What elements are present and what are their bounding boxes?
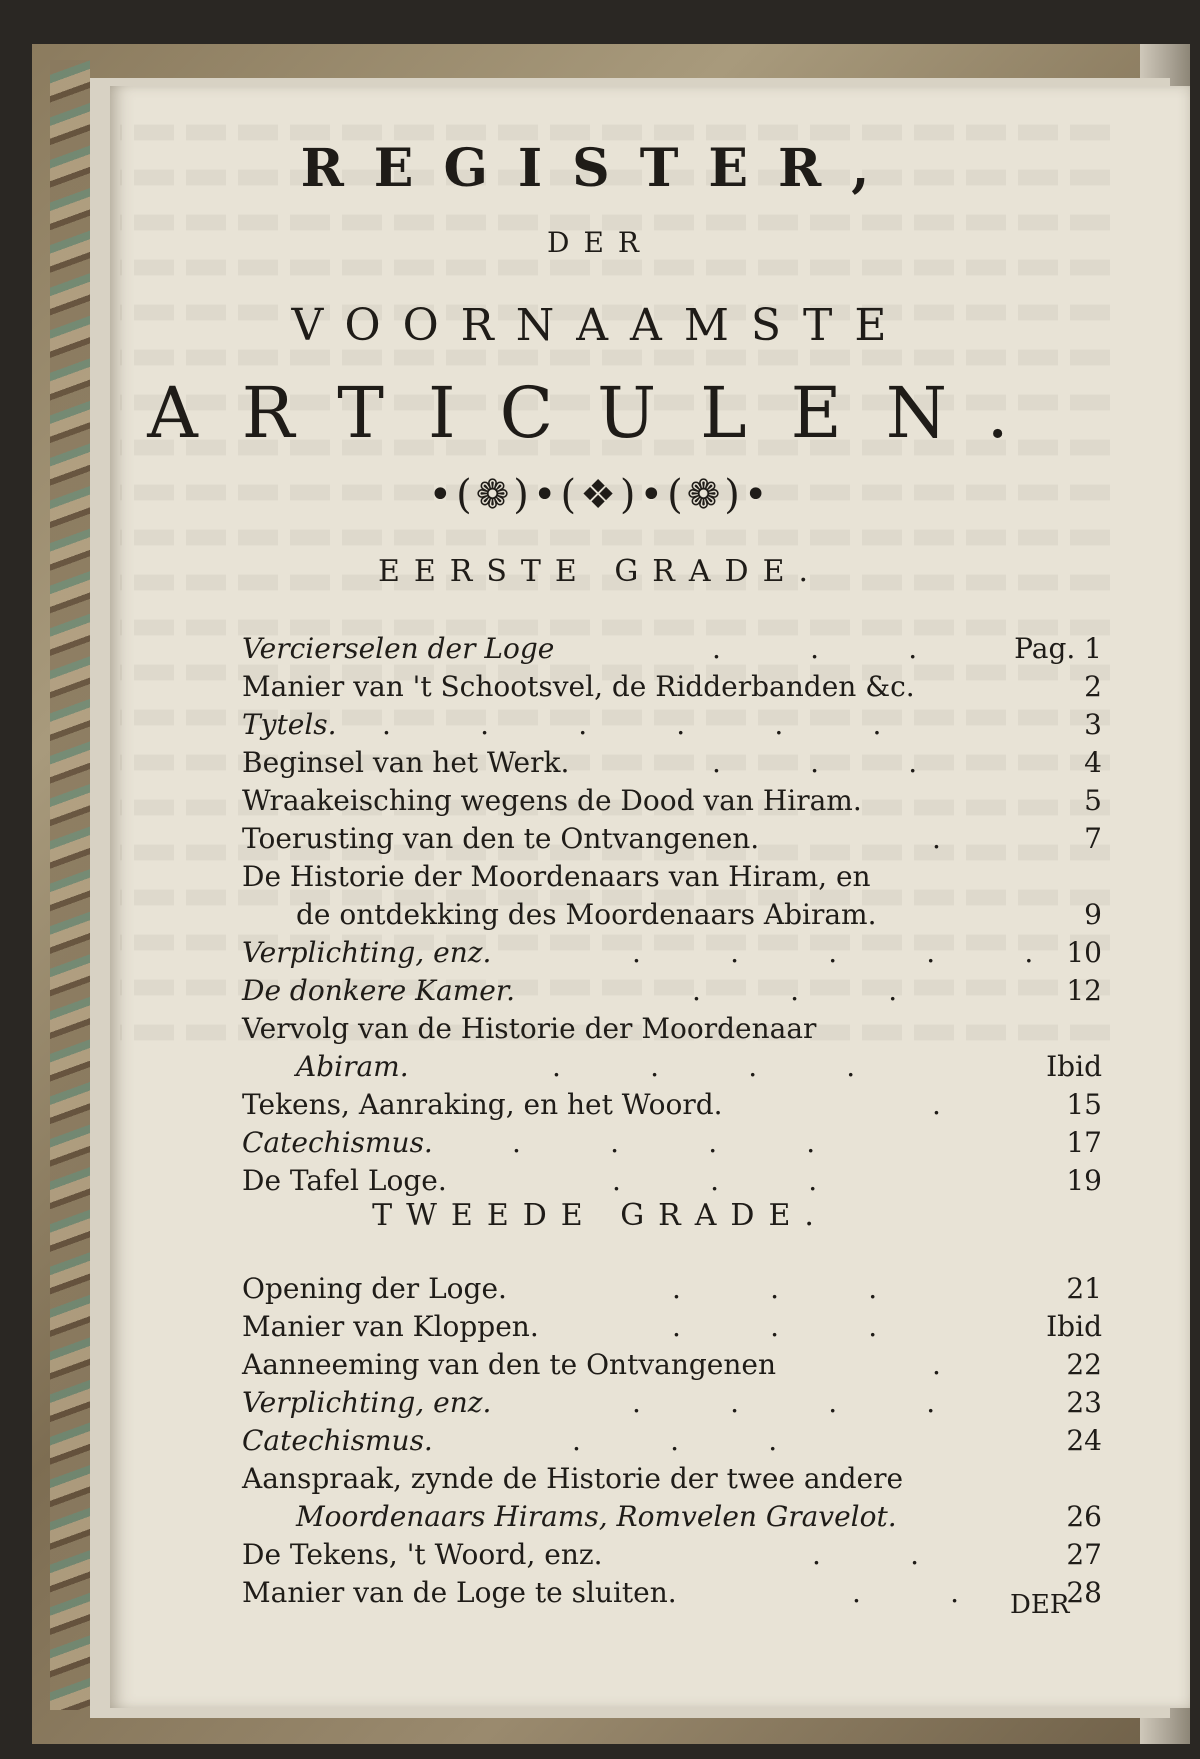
dot-leader: . . . — [612, 1164, 820, 1197]
page-number: 4 — [1084, 746, 1102, 779]
entry-title: Vervolg van de Historie der Moordenaar — [242, 1012, 817, 1045]
entry-title: Verplichting, enz. — [242, 936, 492, 969]
toc-entry — [242, 1048, 1102, 1086]
entry-title: Aanspraak, zynde de Historie der twee andere — [242, 1462, 904, 1495]
entry-title: De donkere Kamer. — [242, 974, 516, 1007]
page-number: 19 — [1066, 1164, 1102, 1197]
entry-title: Aanneeming van den te Ontvangenen — [242, 1348, 776, 1381]
ornament-divider: •(❁)•(❖)•(❁)• — [428, 472, 772, 518]
entry-title: Beginsel van het Werk. — [242, 746, 570, 779]
page-number: 27 — [1066, 1538, 1102, 1571]
toc-entry — [242, 1124, 1102, 1162]
page-number: 12 — [1066, 974, 1102, 1007]
page-number: 21 — [1066, 1272, 1102, 1305]
entry-title: Moordenaars Hirams, Romvelen Gravelot. — [296, 1500, 897, 1533]
toc-entry — [242, 1270, 1102, 1308]
entry-title: Tekens, Aanraking, en het Woord. — [242, 1088, 723, 1121]
toc-entry — [242, 820, 1102, 858]
dot-leader: . . . — [712, 632, 920, 665]
toc-entry — [242, 1422, 1102, 1460]
entry-title: Abiram. — [296, 1050, 409, 1083]
toc-entry — [242, 782, 1102, 820]
toc-entry — [242, 1574, 1102, 1612]
toc-entry — [242, 1308, 1102, 1346]
entry-title: De Historie der Moordenaars van Hiram, en — [242, 860, 871, 893]
toc-entry — [242, 744, 1102, 782]
title-der: DER — [547, 226, 653, 259]
title-voornaamste: VOORNAAMSTE — [291, 300, 909, 351]
page-number: 26 — [1066, 1500, 1102, 1533]
dot-leader: . . — [812, 1538, 922, 1571]
dot-leader: . . . — [672, 1272, 880, 1305]
dot-leader: . . . — [712, 746, 920, 779]
entry-title: Vercierselen der Loge — [242, 632, 555, 665]
page-number: 10 — [1066, 936, 1102, 969]
toc-entry — [242, 1162, 1102, 1200]
page-number: 2 — [1084, 670, 1102, 703]
entry-title: de ontdekking des Moordenaars Abiram. — [296, 898, 877, 931]
toc-entry — [242, 1536, 1102, 1574]
toc-entry — [242, 1346, 1102, 1384]
dot-leader: . . — [852, 1576, 962, 1609]
dot-leader: . — [932, 1348, 943, 1381]
toc-entry — [242, 1010, 1102, 1048]
page-number: 24 — [1066, 1424, 1102, 1457]
dot-leader: . . . — [672, 1310, 880, 1343]
toc-entry — [242, 934, 1102, 972]
dot-leader: . . . . — [632, 1386, 938, 1419]
entry-title: Wraakeisching wegens de Dood van Hiram. — [242, 784, 862, 817]
dot-leader: . — [932, 822, 943, 855]
entry-title: De Tekens, 't Woord, enz. — [242, 1538, 603, 1571]
section-tweede-grade: TWEEDE GRADE. — [372, 1198, 828, 1233]
page-number: Ibid — [1046, 1310, 1102, 1343]
dot-leader: . . . . . — [632, 936, 1036, 969]
toc-entry — [242, 706, 1102, 744]
title-register: REGISTER, — [300, 138, 900, 199]
page-number: 17 — [1066, 1126, 1102, 1159]
dot-leader: . . . — [572, 1424, 780, 1457]
entry-title: Catechismus. — [242, 1126, 433, 1159]
toc-entry — [242, 858, 1102, 896]
entry-title: Manier van de Loge te sluiten. — [242, 1576, 677, 1609]
page-number: Ibid — [1046, 1050, 1102, 1083]
entry-title: Tytels. — [242, 708, 337, 741]
toc-entry — [242, 630, 1102, 668]
section-eerste-grade: EERSTE GRADE. — [377, 554, 823, 589]
page-number: Pag. 1 — [1014, 632, 1102, 665]
entry-title: Manier van 't Schootsvel, de Ridderbanden &c. — [242, 670, 915, 703]
page-number: 28 — [1066, 1576, 1102, 1609]
title-articulen: ARTICULEN. — [147, 372, 1053, 454]
dot-leader: . . . . — [552, 1050, 858, 1083]
entry-title: Toerusting van den te Ontvangenen. — [242, 822, 760, 855]
page-number: 22 — [1066, 1348, 1102, 1381]
toc-entry — [242, 1498, 1102, 1536]
toc-entry — [242, 896, 1102, 934]
entry-title: Verplichting, enz. — [242, 1386, 492, 1419]
page-number: 15 — [1066, 1088, 1102, 1121]
page-number: 9 — [1084, 898, 1102, 931]
page-number: 3 — [1084, 708, 1102, 741]
toc-entry — [242, 1384, 1102, 1422]
toc-entry — [242, 972, 1102, 1010]
entry-title: Manier van Kloppen. — [242, 1310, 539, 1343]
dot-leader: . . . . — [512, 1126, 818, 1159]
entry-title: Catechismus. — [242, 1424, 433, 1457]
page-number: 5 — [1084, 784, 1102, 817]
dot-leader: . — [932, 1088, 943, 1121]
dot-leader: . . . — [692, 974, 900, 1007]
page-number: 7 — [1084, 822, 1102, 855]
toc-entry — [242, 1460, 1102, 1498]
toc-entry — [242, 1086, 1102, 1124]
entry-title: De Tafel Loge. — [242, 1164, 447, 1197]
dot-leader: . . . . . . — [382, 708, 884, 741]
toc-entry — [242, 668, 1102, 706]
entry-title: Opening der Loge. — [242, 1272, 507, 1305]
page-number: 23 — [1066, 1386, 1102, 1419]
catchword: DER — [1010, 1590, 1070, 1620]
